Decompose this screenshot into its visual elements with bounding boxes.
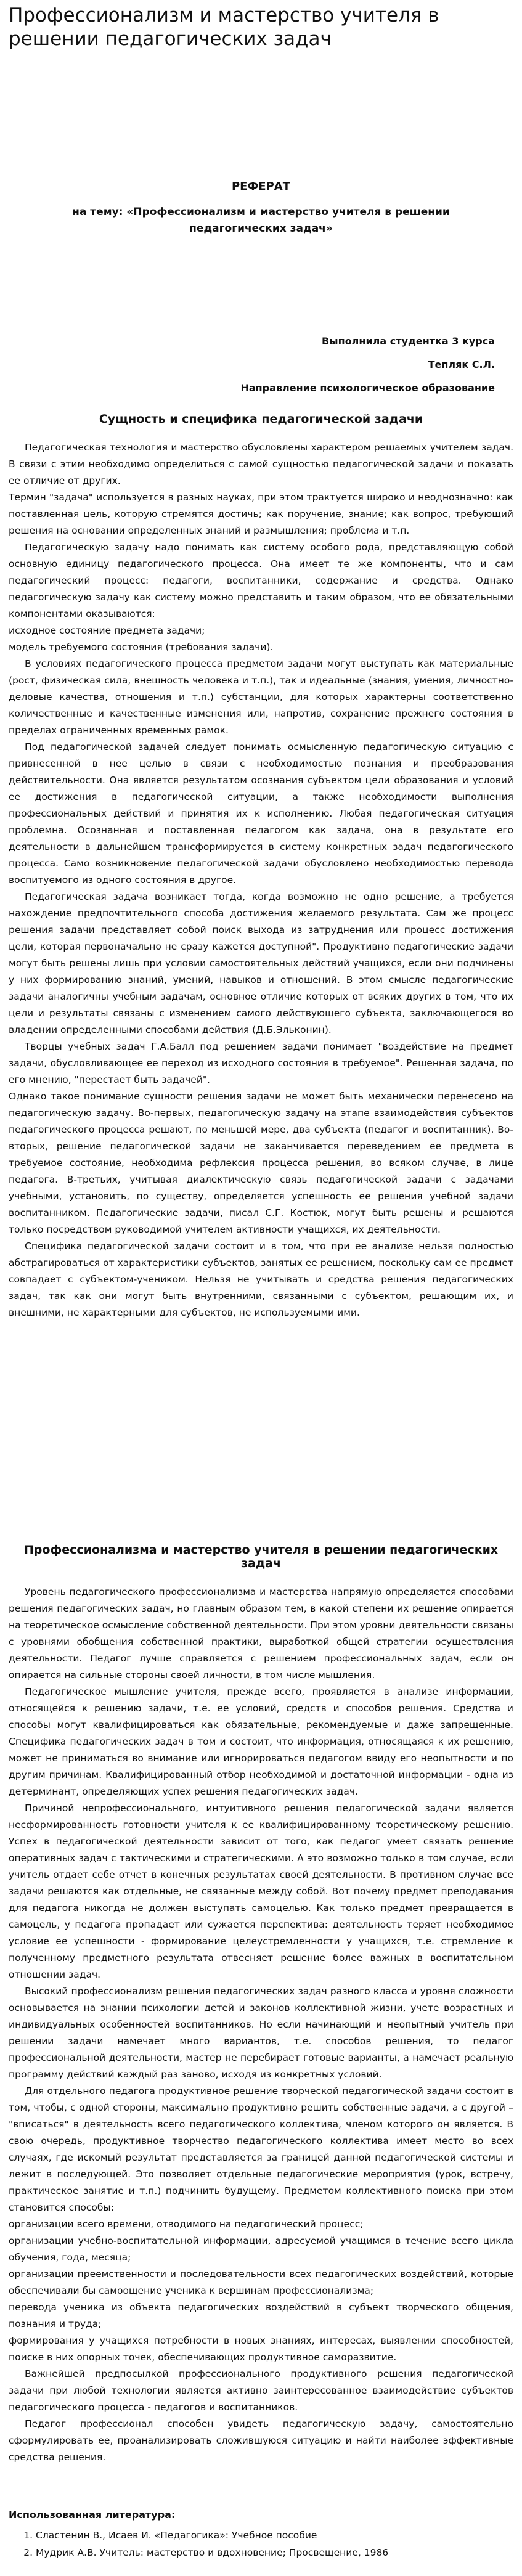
paragraph: Специфика педагогической задачи состоит и в том, что при ее анализе нельзя полностью абстрагироваться от характеристики субъектов, занятых ее решением, поскольку сам ее предмет совпадает с субъектом-учеником. Нельзя не учитывать и средства решения педагогических задач, так как они могут быть внутренними, связанными с субъектом, решающим их, и внешними, не характерными для субъектов, не используемыми ими. xyxy=(9,1241,513,1318)
paragraph: Причиной непрофессионального, интуитивного решения педагогической задачи является несформированность готовности учителя к ее квалифицированному теоретическому решению. Успех в педагогической деятельности зависит от того, как педагог умеет связать решение оперативных задач с тактическими и стратегическими. А это возможно только в том случае, если учитель отдает себе отчет в конечных результатах своей деятельности. В противном случае все задачи решаются как отдельные, не связанные между собой. Вот почему предмет преподавания для педагога никогда не должен выступать самоцелью. Как только предмет превращается в самоцель, у педагога пропадает или сужается перспектива: деятельность теряет необходимое условие ее успешности - формирование целеустремленности у учащихся, т.е. стремление к полученному предметного результата отвесняет решение более важных в воспитательном отношении задач. xyxy=(9,1803,513,1980)
section-body-professionalism xyxy=(9,1584,513,2466)
author-block xyxy=(9,330,513,400)
paragraph: модель требуемого состояния (требования задачи). xyxy=(9,642,274,653)
essay-label: РЕФЕРАТ xyxy=(231,180,291,193)
paragraph: Термин "задача" используется в разных науках, при этом трактуется широко и неоднозначно: как поставленная цель, которую стремятся достичь; как поручение, знание; как вопрос, требующий решения на основании определенных знаний и размышления; проблема и т.п. xyxy=(9,492,513,536)
author-name: Тепляк С.Л. xyxy=(428,359,495,370)
essay-topic: на тему: «Профессионализм и мастерство учителя в решении педагогических задач» xyxy=(72,206,450,235)
paragraph: исходное состояние предмета задачи; xyxy=(9,625,205,636)
reference-item: 1. Сластенин В., Исаев И. «Педагогика»: Учебное пособие xyxy=(36,2527,513,2544)
paragraph: Однако такое понимание сущности решения задачи не может быть механически перенесено на педагогическую задачу. Во-первых, педагогическую задачу на этапе взаимодействия субъектов педагогического процесса решают, по меньшей мере, два субъекта (педагог и воспитанник). Во-вторых, решение педагогической задачи не заканчивается переведением ее предмета в требуемое состояние, необходима рефлексия процесса решения, во всяком случае, в лице педагога. В-третьих, учитывая диалектическую связь педагогической задачи с задачами учебными, установить, по существу, определяется успешность ее решения учебной задачи воспитанником. Педагогические задачи, писал С.Г. Костюк, могут быть решены и решаются только посредством руководимой учителем активности учащихся, их деятельности. xyxy=(9,1091,513,1235)
author-direction: Направление психологическое образование xyxy=(240,382,495,394)
section-body-essence xyxy=(9,439,513,1321)
section-heading-essence: Сущность и специфика педагогической задачи xyxy=(99,412,423,426)
paragraph: организации преемственности и последовательности всех педагогических воздействий, которые обеспечивали бы самоощение ученика к вершинам профессионализма; xyxy=(9,2268,513,2296)
paragraph: В условиях педагогического процесса предметом задачи могут выступать как материальные (рост, физическая сила, внешность человека и т.п.), так и идеальные (знания, умения, личностно-деловые качества, отношения и т.п.) субстанции, для которых характерны соответственно количественные и качественные изменения или, напротив, сохранение прежнего состояния в пределах ограниченных временных рамок. xyxy=(9,658,513,736)
paragraph: Для отдельного педагога продуктивное решение творческой педагогической задачи состоит в том, чтобы, с одной стороны, максимально продуктивно решить собственные задачи, а с другой – "вписаться" в деятельность всего педагогического коллектива, членом которого он является. В свою очередь, продуктивное творчество педагогического коллектива имеет место во всех случаях, где искомый результат представляется за границей данной педагогической системы и лежит в последующей. Это позволяет отдельные педагогические мероприятия (урок, встречу, практическое занятие и т.п.) подчинить будущему. Предметом коллективного поиска при этом становится способы: xyxy=(9,2085,513,2213)
paragraph: Педагогическая задача возникает тогда, когда возможно не одно решение, а требуется нахождение предпочтительного способа достижения желаемого результата. Сам же процесс решения задачи представляет собой поиск выхода из затруднения или процесс достижения цели, которая первоначально не сразу кажется доступной". Продуктивно педагогические задачи могут быть решены лишь при условии самостоятельных действий учащихся, если они подчинены у них формированию знаний, умений, навыков и отношений. В этом смысле педагогические задачи аналогичны учебным задачам, основное отличие которых от всяких других в том, что их цели и результаты связаны с изменением самого действующего субъекта, заключающегося во владении определенными способами действия (Д.Б.Эльконин). xyxy=(9,891,513,1035)
paragraph: Важнейшей предпосылкой профессионального продуктивного решения педагогической задачи при любой технологии является активно заинтересованное взаимодействие субъектов педагогического процесса - педагогов и воспитанников. xyxy=(9,2368,513,2413)
paragraph: Под педагогической задачей следует понимать осмысленную педагогическую ситуацию с привнесенной в нее целью в связи с необходимостью познания и преобразования действительности. Она является результатом осознания субъектом цели образования и условий ее достижения в педагогической ситуации, а также необходимости выполнения профессиональных действий и принятия их к исполнению. Любая педагогическая ситуация проблемна. Осознанная и поставленная педагогом как задача, она в результате его деятельности в дальнейшем трансформируется в систему конкретных задач педагогического процесса. Само возникновение педагогической задачи обусловлено необходимостью перевода воспитуемого из одного состояния в другое. xyxy=(9,741,513,886)
paragraph: Высокий профессионализм решения педагогических задач разного класса и уровня сложности основывается на знании психологии детей и законов коллективной жизни, учете возрастных и индивидуальных особенностей воспитанников. Но если начинающий и неопытный учитель при решении задачи намечает много вариантов, т.е. способов решения, то педагог профессиональной деятельности, мастер не перебирает готовые варианты, а намечает реальную программу действий каждый раз заново, исходя из конкретных условий. xyxy=(9,1986,513,2080)
paragraph: Педагог профессионал способен увидеть педагогическую задачу, самостоятельно сформулировать ее, проанализировать сложившуюся ситуацию и найти наиболее эффективные средства решения. xyxy=(9,2418,513,2463)
paragraph: формирования у учащихся потребности в новых знаниях, интересах, выявлении способностей, поиске в них опорных точек, обеспечивающих продуктивное саморазвитие. xyxy=(9,2335,513,2363)
paragraph: перевода ученика из объекта педагогических воздействий в субъект творческого общения, познания и труда; xyxy=(9,2302,513,2329)
paragraph: Педагогическая технология и мастерство обусловлены характером решаемых учителем задач. В связи с этим необходимо определиться с самой сущностью педагогической задачи и показать ее отличие от других. xyxy=(9,442,513,486)
reference-item: 2. Мудрик А.В. Учитель: мастерство и вдохновение; Просвещение, 1986 xyxy=(36,2544,513,2561)
paragraph: Уровень педагогического профессионализма и мастерства напрямую определяется способами решения педагогических задач, но главным образом тем, в какой степени их решение опирается на теоретическое осмысление собственной деятельности. При этом уровни деятельности связаны с уровнями обобщения собственной практики, выработкой общей стратегии осуществления деятельности. Педагог лучше справляется с решением профессиональных задач, если он опирается на сильные стороны своей личности, в том числе мышления. xyxy=(9,1586,513,1681)
references-list xyxy=(9,2527,513,2561)
paragraph: Творцы учебных задач Г.А.Балл под решением задачи понимает "воздействие на предмет задачи, обусловливающее ее переход из исходного состояния в требуемое". Решенная задача, по его мнению, "перестает быть задачей". xyxy=(9,1041,513,1085)
paragraph: Педагогическое мышление учителя, прежде всего, проявляется в анализе информации, относящейся к решению задачи, т.е. ее условий, средств и способов решения. Средства и способы могут квалифицироваться как обязательные, рекомендуемые и даже запрещенные. Специфика педагогических задач в том и состоит, что информация, относящаяся к их решению, может не приниматься во внимание или игнорироваться педагогом ввиду его неопытности и по другим причинам. Квалифицированный отбор необходимой и достаточной информации - одна из детерминант, определяющих успех решения педагогических задач. xyxy=(9,1686,513,1797)
paragraph: организации всего времени, отводимого на педагогический процесс; xyxy=(9,2219,364,2230)
paragraph: Педагогическую задачу надо понимать как систему особого рода, представляющую собой основную единицу педагогического процесса. Она имеет те же компоненты, что и сам педагогический процесс: педагоги, воспитанники, содержание и средства. Однако педагогическую задачу как систему можно представить и таким образом, что ее обязательными компонентами оказываются: xyxy=(9,542,513,619)
author-course: Выполнила студентка 3 курса xyxy=(321,335,495,347)
references-heading: Использованная литература: xyxy=(9,2509,176,2521)
section-heading-professionalism: Профессионализма и мастерство учителя в решении педагогических задач xyxy=(23,1543,499,1570)
page-title: Профессионализм и мастерство учителя в решении педагогических задач xyxy=(9,4,439,50)
paragraph: организации учебно-воспитательной информации, адресуемой учащимся в течение всего цикла обучения, года, месяца; xyxy=(9,2235,513,2263)
